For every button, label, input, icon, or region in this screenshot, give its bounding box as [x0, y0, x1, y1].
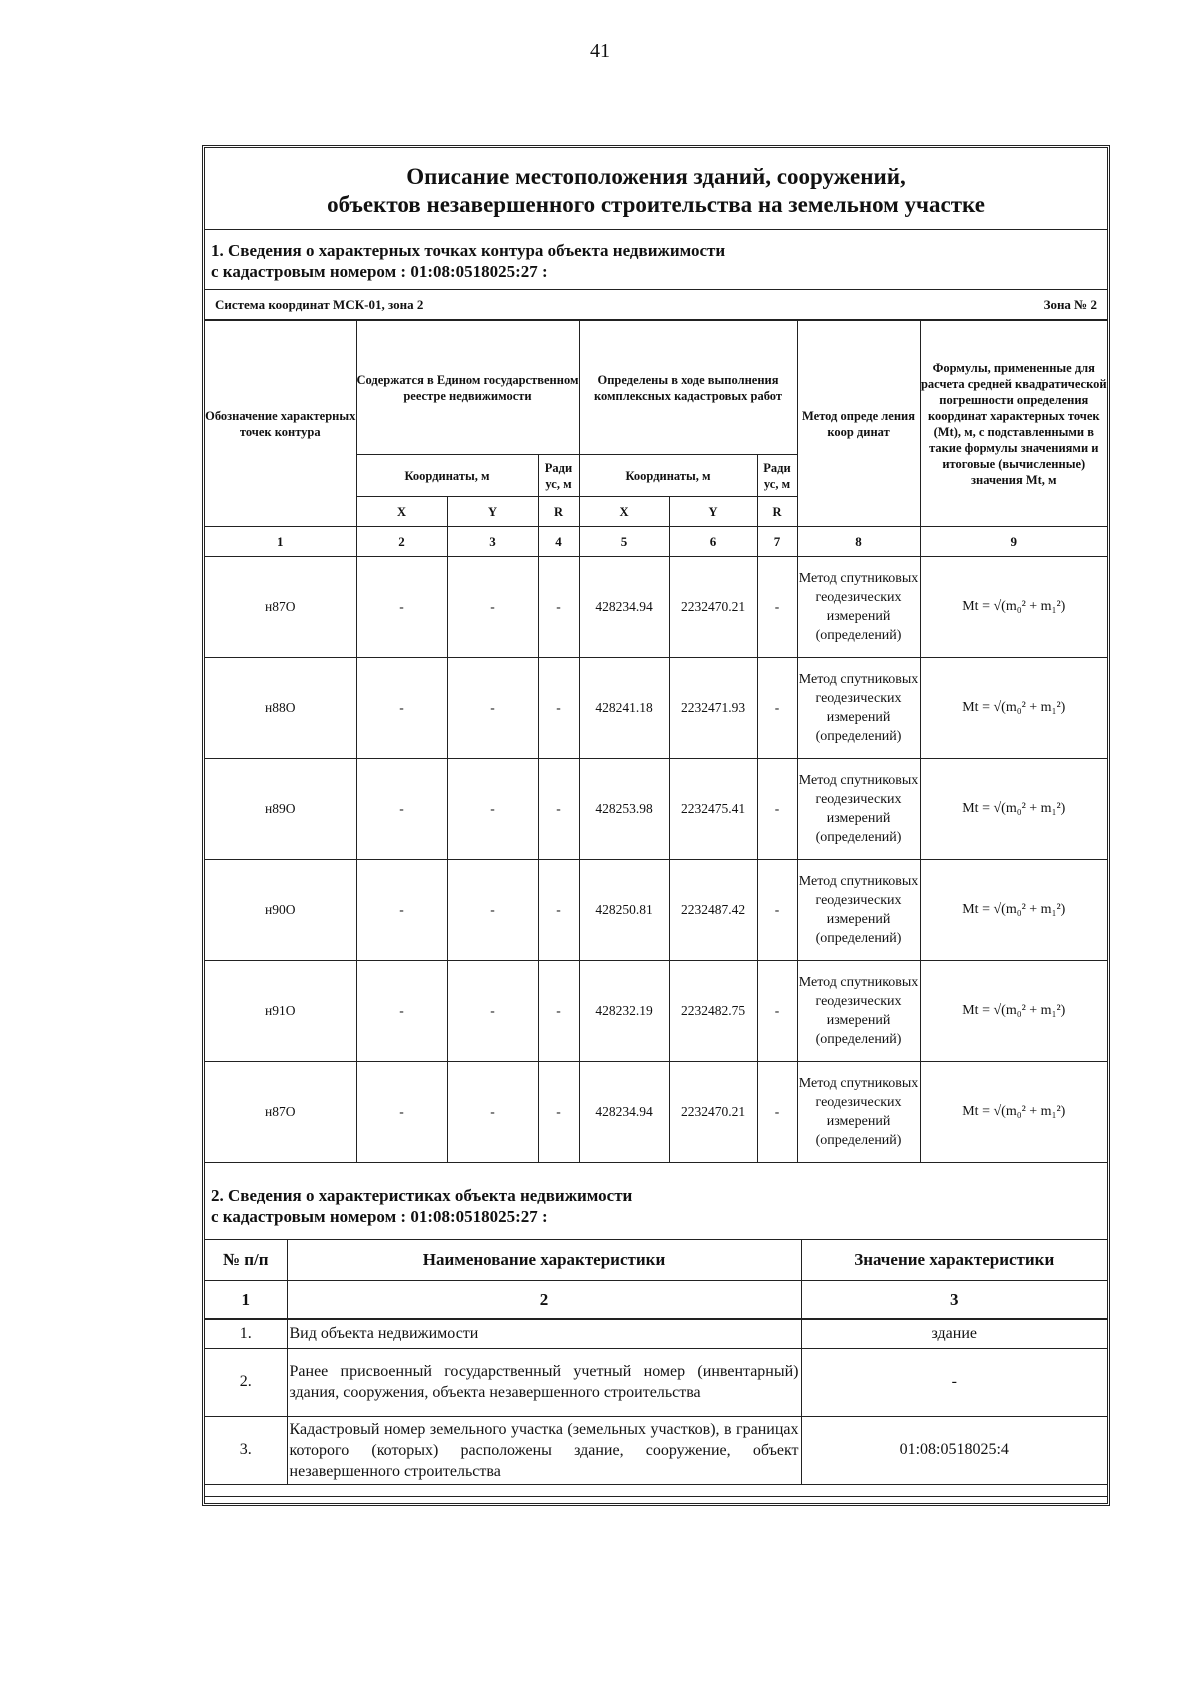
char-row-value: - — [801, 1348, 1107, 1416]
point-works-x: 428250.81 — [579, 860, 669, 961]
col-number: 6 — [669, 527, 757, 557]
header-method: Метод опреде ления коор динат — [797, 321, 920, 527]
header-radius-egrn: Ради ус, м — [538, 455, 579, 497]
point-point-label: н91О — [205, 961, 356, 1062]
point-works-x: 428232.19 — [579, 961, 669, 1062]
char-row-name: Кадастровый номер земельного участка (земельных участков), в границах которого (которых) расположены здание, сооружение, объект незавершенного строительства — [287, 1416, 801, 1484]
col-number: 2 — [356, 527, 447, 557]
header-x-works: X — [579, 497, 669, 527]
char-row-value: здание — [801, 1319, 1107, 1348]
header-y-works: Y — [669, 497, 757, 527]
header-number: № п/п — [205, 1240, 287, 1281]
char-row-value: 01:08:0518025:4 — [801, 1416, 1107, 1484]
point-egrn-y: - — [447, 759, 538, 860]
page-number: 41 — [590, 40, 610, 62]
point-method: Метод спутниковых геодезических измерений (определений) — [797, 860, 920, 961]
char-row-name: Вид объекта недвижимости — [287, 1319, 801, 1348]
point-works-r: - — [757, 658, 797, 759]
point-works-r: - — [757, 1062, 797, 1163]
point-egrn-y: - — [447, 961, 538, 1062]
section-2-line-1: 2. Сведения о характеристиках объекта недвижимости — [211, 1186, 633, 1205]
point-formula: Mt = √(m₀² + m₁²) — [920, 1062, 1107, 1163]
col-number: 1 — [205, 527, 356, 557]
header-coords-works: Координаты, м — [579, 455, 757, 497]
header-radius-works: Ради ус, м — [757, 455, 797, 497]
section-1-line-2: с кадастровым номером : 01:08:0518025:27 : — [211, 262, 548, 281]
point-point-label: н88О — [205, 658, 356, 759]
header-x-egrn: X — [356, 497, 447, 527]
header-formula: Формулы, примененные для расчета средней квадратической погрешности определения координат характерных точек (Mt), м, с подставленными в такие формулы значениями и итоговые (вычисленные) значения Mt, м — [920, 321, 1107, 527]
point-works-r: - — [757, 961, 797, 1062]
header-works: Определены в ходе выполнения комплексных кадастровых работ — [579, 321, 797, 455]
point-egrn-r: - — [538, 557, 579, 658]
point-works-y: 2232475.41 — [669, 759, 757, 860]
title-line-1: Описание местоположения зданий, сооружений, — [406, 164, 906, 189]
characteristics-table — [205, 1239, 1107, 1485]
point-egrn-y: - — [447, 658, 538, 759]
section-1-line-1: 1. Сведения о характерных точках контура объекта недвижимости — [211, 241, 726, 260]
point-egrn-x: - — [356, 1062, 447, 1163]
header-value: Значение характеристики — [801, 1240, 1107, 1281]
point-row — [205, 759, 1107, 860]
point-formula: Mt = √(m₀² + m₁²) — [920, 658, 1107, 759]
point-egrn-x: - — [356, 658, 447, 759]
title-line-2: объектов незавершенного строительства на земельном участке — [327, 192, 985, 217]
col-number: 3 — [447, 527, 538, 557]
col-number: 4 — [538, 527, 579, 557]
col-number: 8 — [797, 527, 920, 557]
col-number: 2 — [287, 1281, 801, 1320]
point-row — [205, 860, 1107, 961]
point-method: Метод спутниковых геодезических измерений (определений) — [797, 961, 920, 1062]
point-formula: Mt = √(m₀² + m₁²) — [920, 759, 1107, 860]
point-egrn-y: - — [447, 557, 538, 658]
header-r-egrn: R — [538, 497, 579, 527]
header-name: Наименование характеристики — [287, 1240, 801, 1281]
coordinate-system-row — [205, 290, 1107, 320]
point-row — [205, 658, 1107, 759]
coordinate-system: Система координат МСК-01, зона 2 — [215, 297, 424, 312]
point-point-label: н90О — [205, 860, 356, 961]
point-works-x: 428234.94 — [579, 557, 669, 658]
point-egrn-y: - — [447, 860, 538, 961]
point-works-r: - — [757, 557, 797, 658]
header-point: Обозначение характерных точек контура — [205, 321, 356, 527]
char-row-name: Ранее присвоенный государственный учетный номер (инвентарный) здания, сооружения, объекта незавершенного строительства — [287, 1348, 801, 1416]
header-y-egrn: Y — [447, 497, 538, 527]
point-method: Метод спутниковых геодезических измерений (определений) — [797, 1062, 920, 1163]
point-point-label: н87О — [205, 557, 356, 658]
bottom-rule — [205, 1496, 1107, 1497]
point-works-y: 2232482.75 — [669, 961, 757, 1062]
point-method: Метод спутниковых геодезических измерений (определений) — [797, 557, 920, 658]
point-point-label: н89О — [205, 759, 356, 860]
char-row-number: 2. — [205, 1348, 287, 1416]
point-formula: Mt = √(m₀² + m₁²) — [920, 557, 1107, 658]
section-1-heading — [205, 230, 1107, 290]
point-works-y: 2232471.93 — [669, 658, 757, 759]
header-egrn: Содержатся в Едином государственном реестре недвижимости — [356, 321, 579, 455]
point-egrn-x: - — [356, 961, 447, 1062]
point-formula: Mt = √(m₀² + m₁²) — [920, 860, 1107, 961]
col-number: 9 — [920, 527, 1107, 557]
point-works-x: 428241.18 — [579, 658, 669, 759]
point-works-y: 2232487.42 — [669, 860, 757, 961]
point-method: Метод спутниковых геодезических измерений (определений) — [797, 658, 920, 759]
point-works-r: - — [757, 759, 797, 860]
point-egrn-r: - — [538, 860, 579, 961]
points-table — [205, 320, 1107, 1163]
point-works-r: - — [757, 860, 797, 961]
point-egrn-y: - — [447, 1062, 538, 1163]
point-method: Метод спутниковых геодезических измерений (определений) — [797, 759, 920, 860]
col-number: 7 — [757, 527, 797, 557]
header-r-works: R — [757, 497, 797, 527]
point-egrn-x: - — [356, 557, 447, 658]
point-works-y: 2232470.21 — [669, 1062, 757, 1163]
point-works-x: 428234.94 — [579, 1062, 669, 1163]
point-egrn-r: - — [538, 759, 579, 860]
char-row-number: 1. — [205, 1319, 287, 1348]
point-egrn-r: - — [538, 1062, 579, 1163]
point-works-y: 2232470.21 — [669, 557, 757, 658]
col-number: 5 — [579, 527, 669, 557]
point-egrn-r: - — [538, 961, 579, 1062]
char-row-number: 3. — [205, 1416, 287, 1484]
section-2-line-2: с кадастровым номером : 01:08:0518025:27 : — [211, 1207, 548, 1226]
point-formula: Mt = √(m₀² + m₁²) — [920, 961, 1107, 1062]
point-row — [205, 1062, 1107, 1163]
point-row — [205, 961, 1107, 1062]
header-coords-egrn: Координаты, м — [356, 455, 538, 497]
point-works-x: 428253.98 — [579, 759, 669, 860]
section-2-heading — [205, 1157, 1107, 1239]
col-number: 1 — [205, 1281, 287, 1320]
point-point-label: н87О — [205, 1062, 356, 1163]
point-row — [205, 557, 1107, 658]
point-egrn-r: - — [538, 658, 579, 759]
document-frame — [202, 145, 1110, 1506]
col-number: 3 — [801, 1281, 1107, 1320]
point-egrn-x: - — [356, 759, 447, 860]
document-title — [205, 148, 1107, 230]
point-egrn-x: - — [356, 860, 447, 961]
zone-number: Зона № 2 — [1043, 297, 1097, 312]
